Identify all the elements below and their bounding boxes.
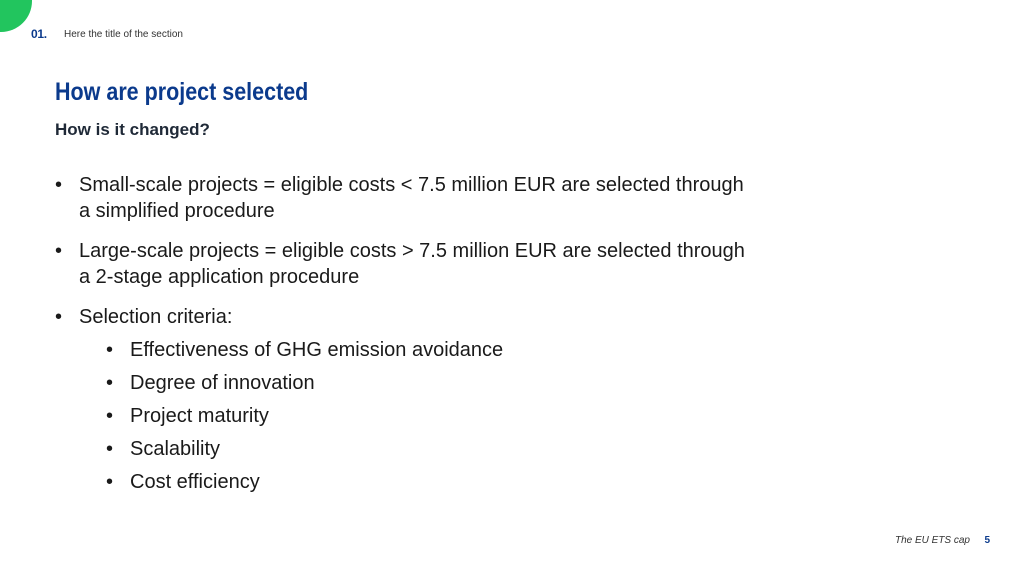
bullet-list xyxy=(55,172,755,495)
criteria-item xyxy=(106,436,755,462)
criteria-text: Degree of innovation xyxy=(130,372,315,394)
slide-subtitle: How is it changed? xyxy=(55,120,210,139)
bullet-text: Small-scale projects = eligible costs < 7.5 million EUR are selected through a simplified procedure xyxy=(79,174,744,222)
bullet-item xyxy=(55,172,755,224)
footer-text: The EU ETS cap xyxy=(894,535,970,546)
criteria-item xyxy=(106,403,755,429)
bullet-dot: • xyxy=(106,438,114,460)
corner-decoration xyxy=(0,0,32,32)
slide-title: How are project selected xyxy=(55,78,309,106)
section-title: Here the title of the section xyxy=(64,29,183,40)
criteria-item xyxy=(106,370,755,396)
criteria-item xyxy=(106,469,755,495)
bullet-item xyxy=(55,304,755,330)
criteria-text: Scalability xyxy=(130,438,221,460)
bullet-dot: • xyxy=(106,471,114,493)
page-number: 5 xyxy=(984,535,990,546)
bullet-dot: • xyxy=(55,240,63,262)
bullet-text: Large-scale projects = eligible costs > 7.5 million EUR are selected through a 2-stage application procedure xyxy=(79,240,745,288)
bullet-item xyxy=(55,238,755,290)
bullet-dot: • xyxy=(106,339,114,361)
criteria-text: Project maturity xyxy=(130,405,269,427)
bullet-dot: • xyxy=(106,372,114,394)
criteria-item xyxy=(106,337,755,363)
bullet-dot: • xyxy=(55,174,63,196)
bullet-dot: • xyxy=(55,306,63,328)
section-number: 01. xyxy=(31,27,47,41)
bullet-text: Selection criteria: xyxy=(79,306,233,328)
criteria-list xyxy=(55,337,755,495)
criteria-text: Cost efficiency xyxy=(130,471,260,493)
criteria-text: Effectiveness of GHG emission avoidance xyxy=(130,339,504,361)
bullet-dot: • xyxy=(106,405,114,427)
